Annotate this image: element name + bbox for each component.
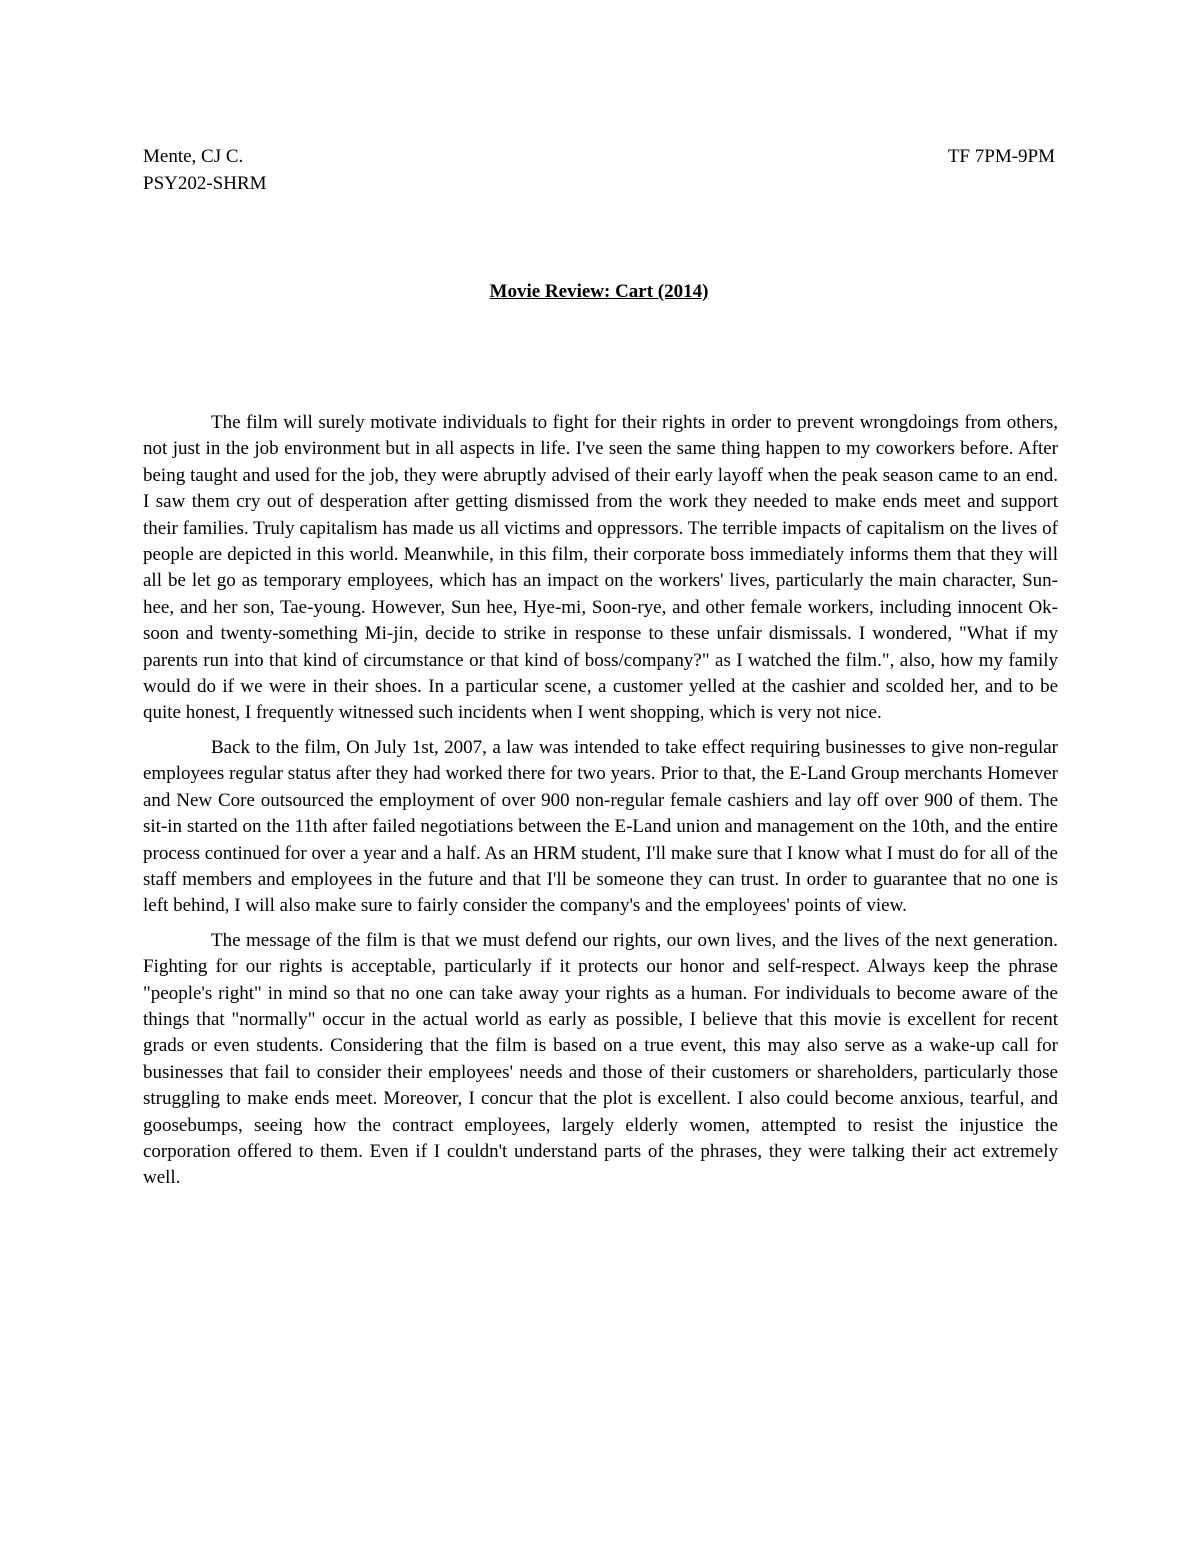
student-name: Mente, CJ C. (143, 146, 244, 167)
document-header (143, 143, 1055, 197)
header-row (143, 143, 1055, 170)
course-code: PSY202-SHRM (143, 173, 267, 194)
document-body (143, 410, 1058, 1200)
body-paragraph-2: Back to the film, On July 1st, 2007, a law was intended to take effect requiring businesses to give non-regular employees regular status after they had worked there for two years. Prior to that, the E-Land Group merchants Homever and New Core outsourced the employment of over 900 non-regular female cashiers and lay off over 900 of them. The sit-in started on the 11th after failed negotiations between the E-Land union and management on the 10th, and the entire process continued for over a year and a half. As an HRM student, I'll make sure that I know what I must do for all of the staff members and employees in the future and that I'll be someone they can trust. In order to guarantee that no one is left behind, I will also make sure to fairly consider the company's and the employees' points of view. (143, 736, 1058, 917)
document-title: Movie Review: Cart (2014) (489, 281, 709, 302)
body-paragraph-1: The film will surely motivate individuals to fight for their rights in order to prevent wrongdoings from others, not just in the job environment but in all aspects in life. I've seen the same thing happen to my coworkers before. After being taught and used for the job, they were abruptly advised of their early layoff when the peak season came to an end. I saw them cry out of desperation after getting dismissed from the work they needed to make ends meet and support their families. Truly capitalism has made us all victims and oppressors. The terrible impacts of capitalism on the lives of people are depicted in this world. Meanwhile, in this film, their corporate boss immediately informs them that they will all be let go as temporary employees, which has an impact on the workers' lives, particularly the main character, Sun-hee, and her son, Tae-young. However, Sun hee, Hye-mi, Soon-rye, and other female workers, including innocent Ok-soon and twenty-something Mi-jin, decide to strike in response to these unfair dismissals. I wondered, "What if my parents run into that kind of circumstance or that kind of boss/company?" as I watched the film.", also, how my family would do if we were in their shoes. In a particular scene, a customer yelled at the cashier and scolded her, and to be quite honest, I frequently witnessed such incidents when I went shopping, which is very not nice. (143, 412, 1058, 724)
class-schedule: TF 7PM-9PM (947, 146, 1055, 167)
body-paragraph-3: The message of the film is that we must defend our rights, our own lives, and the lives of the next generation. Fighting for our rights is acceptable, particularly if it protects our honor and self-respect. Always keep the phrase "people's right" in mind so that no one can take away your rights as a human. For individuals to become aware of the things that "normally" occur in the actual world as early as possible, I believe that this movie is excellent for recent grads or even students. Considering that the film is based on a true event, this may also serve as a wake-up call for businesses that fail to consider their employees' needs and those of their customers or shareholders, particularly those struggling to make ends meet. Moreover, I concur that the plot is excellent. I also could become anxious, tearful, and goosebumps, seeing how the contract employees, largely elderly women, attempted to resist the injustice the corporation offered to them. Even if I couldn't understand parts of the phrases, they were talking their act extremely well. (143, 929, 1058, 1189)
